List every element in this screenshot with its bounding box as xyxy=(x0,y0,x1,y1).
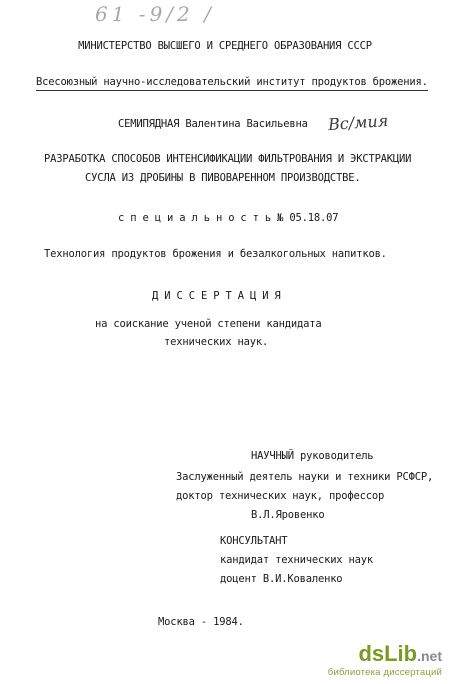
author-signature: Вс/мия xyxy=(327,110,389,135)
author-name: СЕМИПЯДНАЯ Валентина Васильевна xyxy=(118,118,308,130)
dissertation-line-1: на соискание ученой степени кандидата xyxy=(95,318,322,330)
dslib-watermark[interactable] xyxy=(328,643,442,678)
consultant-line-1: кандидат технических наук xyxy=(220,554,374,566)
dissertation-line-2: технических наук. xyxy=(164,336,269,348)
title-line-1: РАЗРАБОТКА СПОСОБОВ ИНТЕНСИФИКАЦИИ ФИЛЬТРОВАНИЯ И ЭКСТРАКЦИИ xyxy=(44,153,412,165)
archive-stamp: 61 -9/2 / xyxy=(95,2,215,26)
title-line-2: СУСЛА ИЗ ДРОБИНЫ В ПИВОВАРЕННОМ ПРОИЗВОДСТВЕ. xyxy=(85,172,361,184)
supervisor-name: В.Л.Яровенко xyxy=(251,509,325,521)
consultant-heading: КОНСУЛЬТАНТ xyxy=(220,535,288,547)
ministry-line: МИНИСТЕРСТВО ВЫСШЕГО И СРЕДНЕГО ОБРАЗОВАНИЯ СССР xyxy=(78,40,372,52)
dissertation-heading: Д И С С Е Р Т А Ц И Я xyxy=(152,290,281,302)
supervisor-heading: НАУЧНЫЙ руководитель xyxy=(251,450,374,462)
supervisor-line-1: Заслуженный деятель науки и техники РСФСР, xyxy=(176,471,434,483)
specialty-code: с п е ц и а л ь н о с т ь № 05.18.07 xyxy=(118,212,339,224)
dslib-subtitle: библиотека диссертаций xyxy=(327,667,442,678)
place-year: Москва - 1984. xyxy=(158,616,244,628)
institute-line: Всесоюзный научно-исследовательский институт продуктов брожения. xyxy=(36,76,428,91)
consultant-line-2: доцент В.И.Коваленко xyxy=(220,573,343,585)
supervisor-line-2: доктор технических наук, профессор xyxy=(176,490,385,502)
specialty-name: Технология продуктов брожения и безалкогольных напитков. xyxy=(44,248,387,260)
dslib-logo: dsLib.net xyxy=(358,641,442,666)
